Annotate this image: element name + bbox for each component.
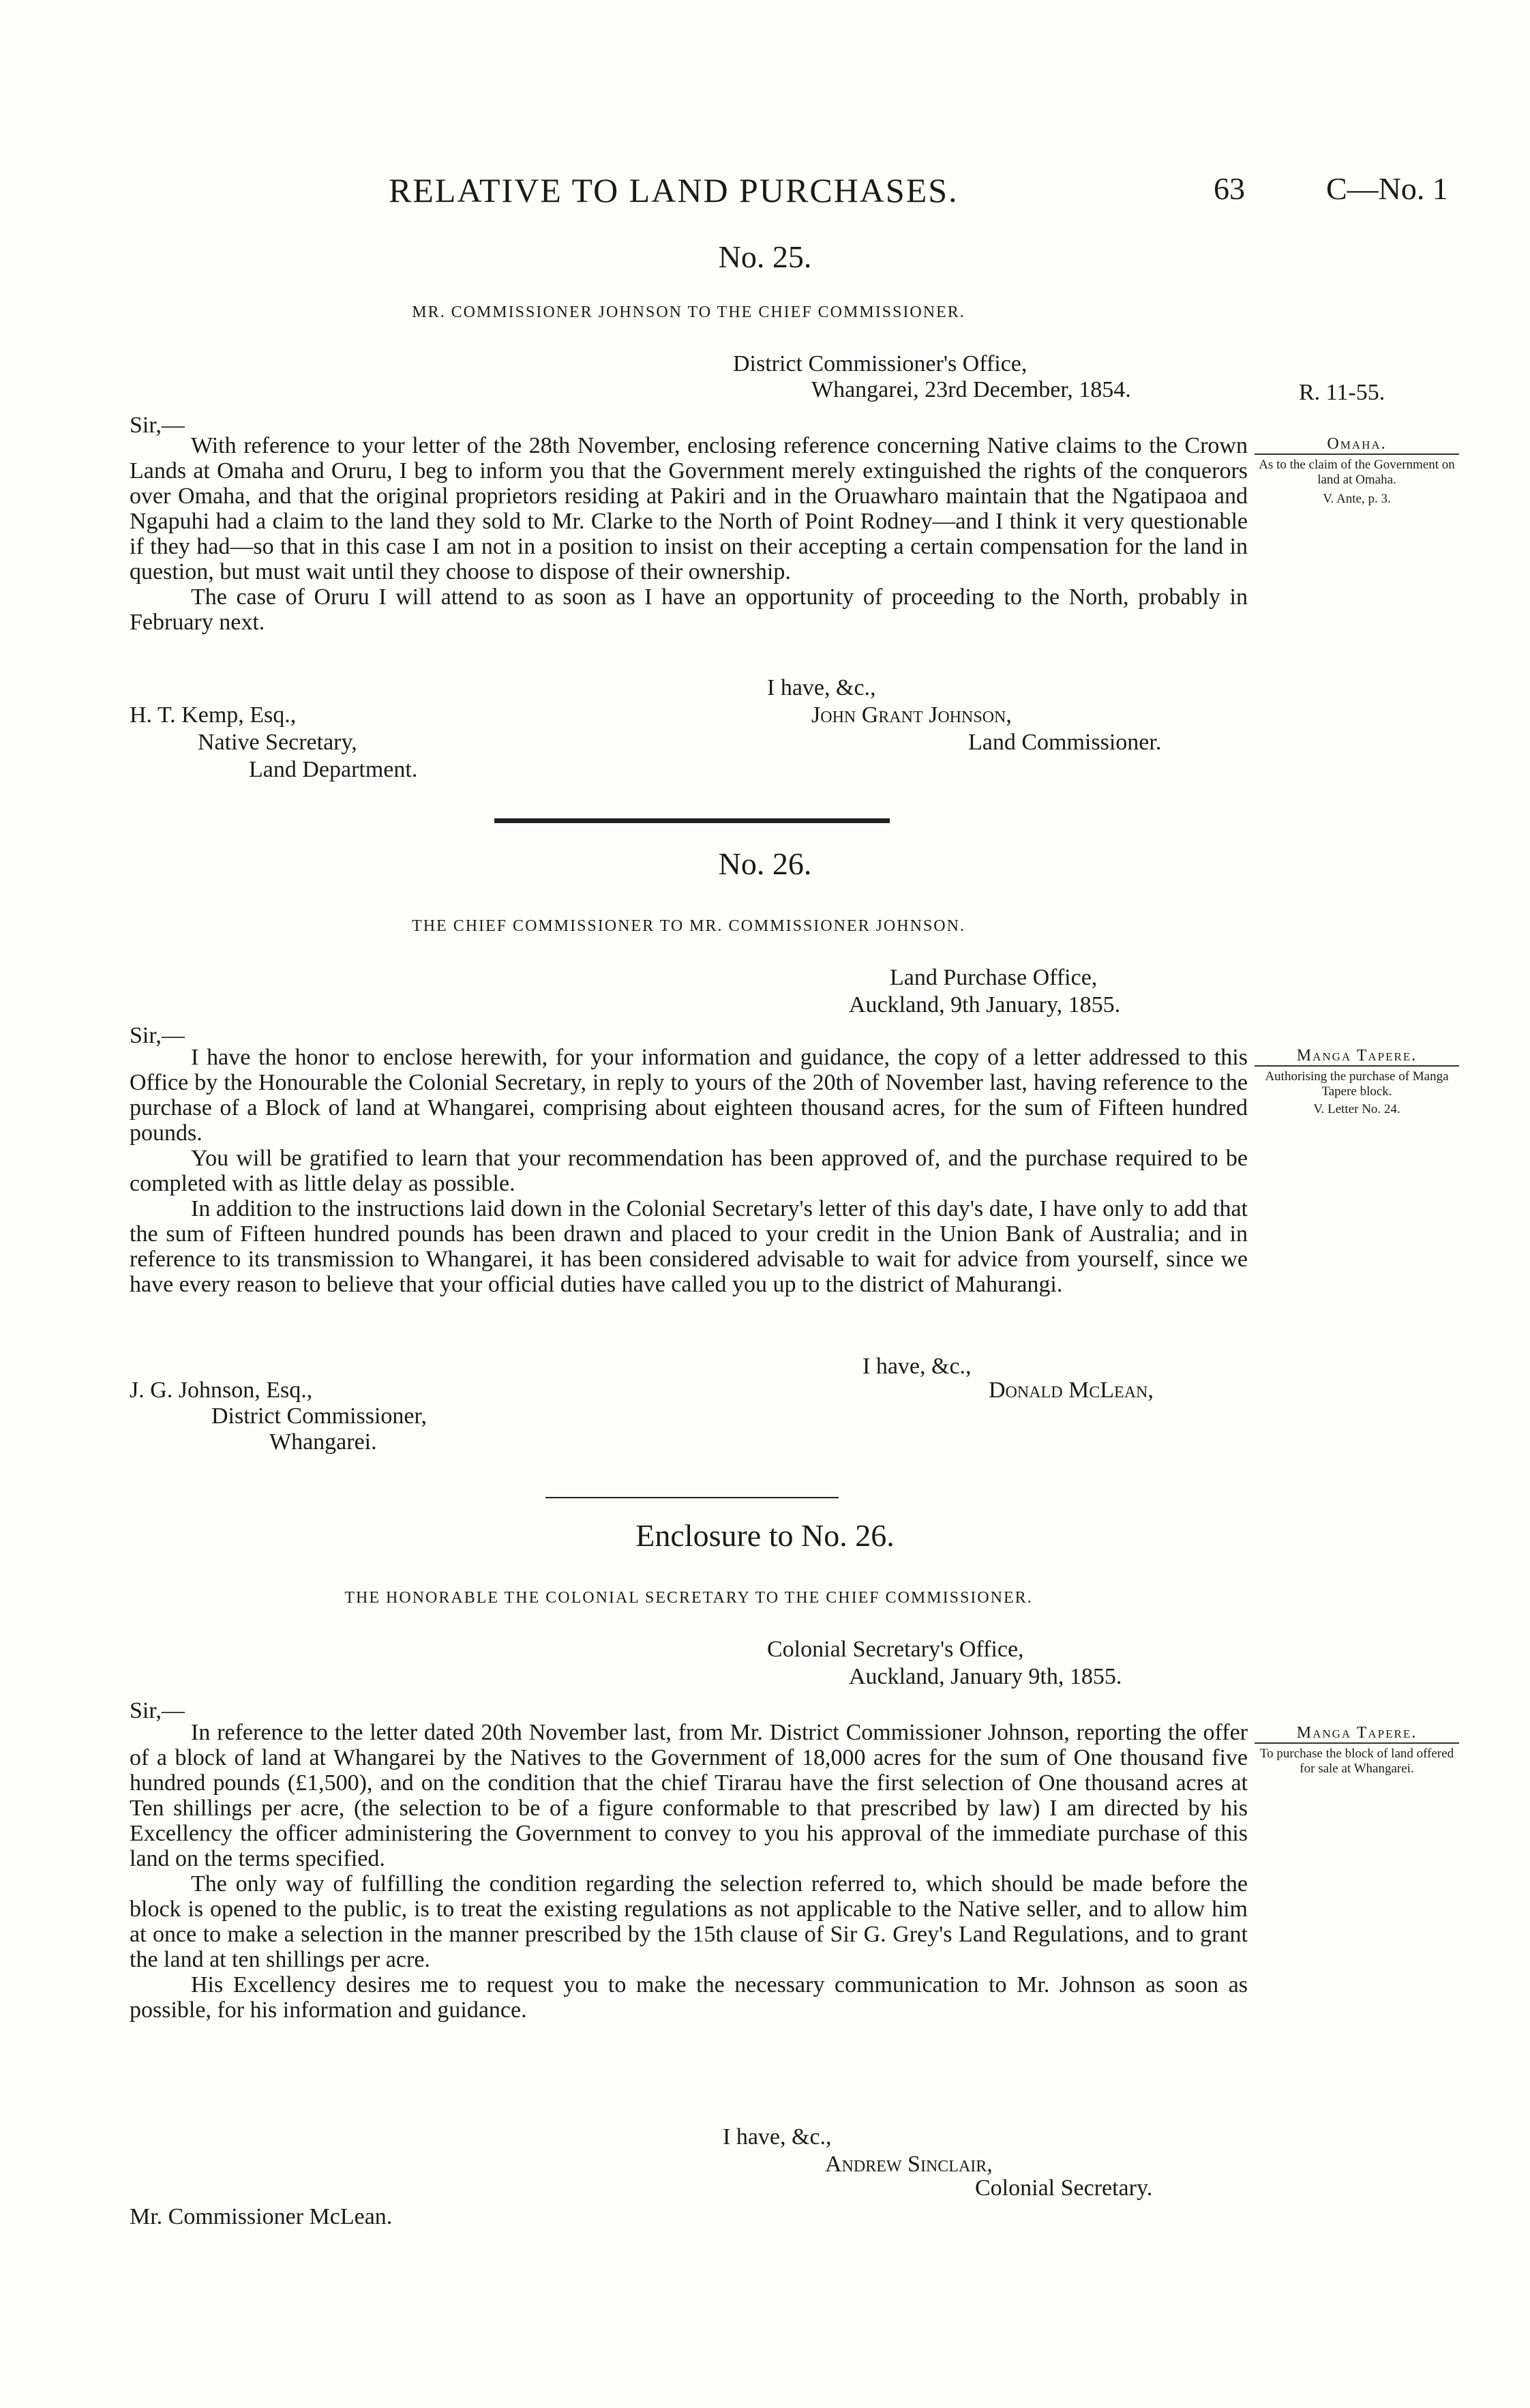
- letter-25-paragraph-2: The case of Oruru I will attend to as soon as I have an opportunity of proceeding to the North, probably in February next.: [130, 584, 1248, 635]
- letter-26-paragraph-1: I have the honor to enclose herewith, for your information and guidance, the copy of a letter addressed to this Office by the Honourable the Colonial Secretary, in reply to yours of the 20th of November last, having reference to the purchase of a Block of land at Whangarei, comprising about eighteen thousand acres, for the sum of Fifteen hundred pounds.: [130, 1045, 1248, 1146]
- letter-25-number: No. 25.: [718, 239, 812, 274]
- letter-25-margin-head: Omaha.: [1255, 436, 1459, 455]
- letter-25-paragraph-1: With reference to your letter of the 28th November, enclosing reference concerning Native claims to the Crown Lands at Omaha and Oruru, I beg to inform you that the Government merely extinguished the rights of the conquerors over Omaha, and that the original proprietors residing at Pakiri and in the Oruawharo maintain that the Ngatipaoa and Ngapuhi had a claim to the land they sold to Mr. Clarke to the North of Point Rodney—and I think it very questionable if they had—so that in this case I am not in a position to insist on their accepting a certain compensation for the land in question, but must wait until they choose to dispose of their ownership.: [130, 433, 1248, 584]
- letter-26-addressee-place: Whangarei.: [269, 1429, 377, 1455]
- enclosure-heading: THE HONORABLE THE COLONIAL SECRETARY TO THE CHIEF COMMISSIONER.: [344, 1589, 1033, 1607]
- enclosure-address-line1: Colonial Secretary's Office,: [767, 1637, 1024, 1662]
- enclosure-signature: Andrew Sinclair,: [825, 2152, 993, 2177]
- enclosure-closing: I have, &c.,: [723, 2124, 832, 2150]
- letter-25-addressee-name: H. T. Kemp, Esq.,: [130, 702, 297, 728]
- section-divider-thick: [494, 818, 890, 823]
- letter-26-paragraph-3: In addition to the instructions laid down in the Colonial Secretary's letter of this day's date, I have only to add that the sum of Fifteen hundred pounds has been drawn and placed to your credit in the Union Bank of Australia; and in reference to its transmission to Whangarei, it has been considered advisable to wait for advice from yourself, since we have every reason to believe that your official duties have called you up to the district of Mahurangi.: [130, 1196, 1248, 1297]
- enclosure-salutation: Sir,—: [130, 1698, 185, 1723]
- enclosure-paragraph-2: The only way of fulfilling the condition regarding the selection referred to, which should be made before the block is opened to the public, is to treat the existing regulations as not applicable to the Native seller, and to allow him at once to make a selection in the manner prescribed by the 15th clause of Sir G. Grey's Land Regulations, and to grant the land at ten shillings per acre.: [130, 1871, 1248, 1972]
- enclosure-body: [130, 1720, 1248, 2023]
- letter-26-heading: THE CHIEF COMMISSIONER TO MR. COMMISSIONER JOHNSON.: [412, 917, 965, 935]
- letter-25-address-line2: Whangarei, 23rd December, 1854.: [811, 377, 1131, 402]
- enclosure-margin-text: To purchase the block of land offered for sale at Whangarei.: [1259, 1746, 1454, 1776]
- letter-26-address-line2: Auckland, 9th January, 1855.: [849, 992, 1121, 1017]
- enclosure-margin-head: Manga Tapere.: [1255, 1725, 1459, 1744]
- letter-25-heading: MR. COMMISSIONER JOHNSON TO THE CHIEF COMMISSIONER.: [412, 303, 965, 321]
- letter-25-address-line1: District Commissioner's Office,: [733, 351, 1028, 376]
- letter-26-number: No. 26.: [718, 846, 812, 881]
- letter-26-addressee-title: District Commissioner,: [211, 1403, 427, 1429]
- page-number: 63: [1214, 171, 1245, 206]
- letter-26-margin-note: [1255, 1048, 1459, 1117]
- letter-25-margin-note: [1255, 436, 1459, 507]
- letter-26-signature: Donald McLean,: [989, 1378, 1154, 1403]
- letter-25-addressee-dept: Land Department.: [249, 757, 418, 782]
- enclosure-margin-note: [1255, 1725, 1459, 1777]
- letter-26-closing: I have, &c.,: [862, 1354, 972, 1379]
- letter-25-body: [130, 433, 1248, 635]
- page-header-title: RELATIVE TO LAND PURCHASES.: [389, 171, 959, 209]
- letter-26-body: [130, 1045, 1248, 1297]
- letter-26-addressee-name: J. G. Johnson, Esq.,: [130, 1378, 313, 1403]
- letter-26-margin-ref: V. Letter No. 24.: [1313, 1102, 1400, 1116]
- enclosure-address-line2: Auckland, January 9th, 1855.: [849, 1664, 1122, 1689]
- letter-25-margin-text: As to the claim of the Government on land at Omaha.: [1259, 458, 1455, 487]
- letter-25-salutation: Sir,—: [130, 413, 185, 438]
- letter-25-signature: John Grant Johnson,: [811, 702, 1012, 728]
- letter-26-margin-head: Manga Tapere.: [1255, 1048, 1459, 1067]
- letter-25-addressee-title: Native Secretary,: [198, 730, 357, 755]
- section-divider-thin: [545, 1497, 839, 1498]
- enclosure-paragraph-3: His Excellency desires me to request you to make the necessary communication to Mr. Johnson as soon as possible, for his information and guidance.: [130, 1972, 1248, 2023]
- letter-26-salutation: Sir,—: [130, 1023, 185, 1048]
- letter-25-margin-ref: V. Ante, p. 3.: [1323, 492, 1391, 506]
- document-code: C—No. 1: [1326, 171, 1448, 206]
- enclosure-number: Enclosure to No. 26.: [635, 1518, 895, 1553]
- letter-25-reference: R. 11-55.: [1299, 380, 1385, 405]
- letter-26-paragraph-2: You will be gratified to learn that your recommendation has been approved of, and the purchase required to be completed with as little delay as possible.: [130, 1146, 1248, 1196]
- enclosure-signatory-title: Colonial Secretary.: [975, 2175, 1153, 2201]
- enclosure-addressee: Mr. Commissioner McLean.: [130, 2204, 393, 2229]
- enclosure-paragraph-1: In reference to the letter dated 20th November last, from Mr. District Commissioner Johnson, reporting the offer of a block of land at Whangarei by the Natives to the Government of 18,000 acres for the sum of One thousand five hundred pounds (£1,500), and on the condition that the chief Tirarau have the first selection of One thousand acres at Ten shillings per acre, (the selection to be of a figure conformable to that prescribed by law) I am directed by his Excellency the officer administering the Government to convey to you his approval of the immediate purchase of this land on the terms specified.: [130, 1720, 1248, 1871]
- letter-25-closing: I have, &c.,: [767, 675, 876, 700]
- letter-26-margin-text: Authorising the purchase of Manga Tapere block.: [1265, 1069, 1449, 1099]
- letter-26-address-line1: Land Purchase Office,: [890, 965, 1098, 990]
- letter-25-signatory-title: Land Commissioner.: [968, 730, 1162, 755]
